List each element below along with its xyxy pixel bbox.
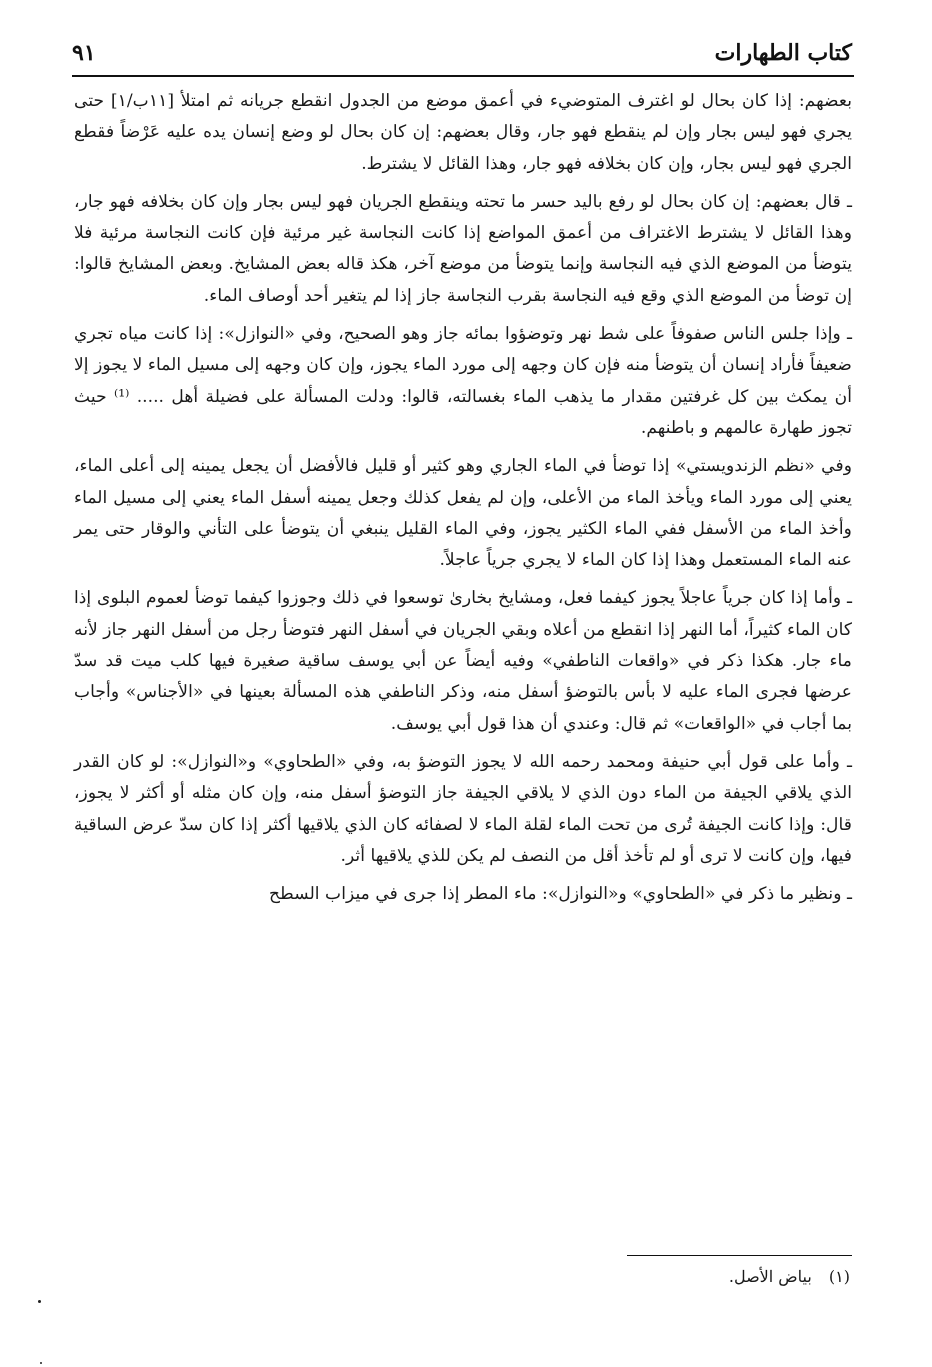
paragraph: ـ وأما إذا كان جرياً عاجلاً يجوز كيفما فعل، ومشايخ بخارىٰ توسعوا في ذلك وجوزوا كيفما توضأ لعموم البلوى إذا كان الماء كثيراً، أما النهر إذا انقطع من أعلاه وبقي الجريان في أسفل النهر فتوضأ رجل من أسفل النهر جاز لأنه ماء جار. هكذا ذكر في «واقعات الناطفي» وفيه أيضاً عن أبي يوسف ساقية صغيرة فيها كلب ميت قد سدّ عرضها فجرى الماء عليه لا بأس بالتوضؤ أسفل منه، وذكر الناطفي هذه المسألة بعينها في «الأجناس» وأجاب بما أجاب في «الواقعات» ثم قال: وعندي أن هذا قول أبي يوسف. [74, 588, 852, 734]
page-number: ٩١ [72, 40, 96, 66]
scan-speck [40, 1362, 42, 1364]
footnote-text: بياض الأصل. [728, 1267, 812, 1286]
page-header [72, 36, 852, 70]
paragraph: ـ وإذا جلس الناس صفوفاً على شط نهر وتوضؤوا بمائه جاز وهو الصحيح، وفي «النوازل»: إذا كانت مياه تجري ضعيفاً فأراد إنسان أن يتوضأ منه فإن كان وجهه إلى مورد الماء يجوز، وإن كان وجهه إلى مسيل الماء لا يجوز إلا أن يمكث بين كل غرفتين مقدار ما يذهب الماء بغسالته، قالوا: ودلت المسألة على فضيلة أهل ..... ⁽¹⁾ حيث تجوز طهارة عالمهم و باطنهم. [74, 324, 852, 438]
chapter-title: كتاب الطهارات [714, 40, 852, 66]
scan-speck [38, 1300, 41, 1303]
paragraph: ـ وأما على قول أبي حنيفة ومحمد رحمه الله لا يجوز التوضؤ به، وفي «الطحاوي» و«النوازل»: لو كان القدر الذي يلاقي الجيفة من الماء دون الذي لا يلاقي الجيفة جاز التوضؤ أسفل منه، وإن كان مثله أو أكثر لا يجوز، قال: وإذا كانت الجيفة تُرى من تحت الماء لقلة الماء لا لصفائه كان الذي يلاقيها أكثر إذا كان سدّ عرض الساقية فيها، وإن كانت لا ترى أو لم تأخذ أقل من النصف لم يكن للذي يلاقيها أثر. [74, 751, 852, 866]
paragraph: ـ ونظير ما ذكر في «الطحاوي» و«النوازل»: ماء المطر إذا جرى في ميزاب السطح [269, 884, 852, 905]
paragraph: بعضهم: إذا كان بحال لو اغترف المتوضيء في أعمق موضع من الجدول انقطع جريانه ثم امتلأ [١١ب/١] حتى يجري فهو ليس بجار وإن لم ينقطع فهو جار، وقال بعضهم: إن كان بحال لو وضع إنسان يده عليه عَرْضاً فقطع الجري فهو ليس بجار، وإن كان بخلافه فهو جار، وهذا القائل لا يشترط. [74, 91, 852, 174]
paragraph: ـ قال بعضهم: إن كان بحال لو رفع باليد حسر ما تحته وينقطع الجريان فهو ليس بجار وإن كان بخلافه فهو جار، وهذا القائل لا يشترط الاغتراف من أعمق المواضع إذا كانت النجاسة غير مرئية فإن كانت النجاسة مرئية فلا يتوضأ من الموضع الذي فيه النجاسة وإنما يتوضأ من موضع آخر، هكذ قاله بعض المشايخ. وبعض المشايخ قالوا: إن توضأ من الموضع الذي وقع فيه النجاسة بقرب النجاسة جاز إذا لم يتغير أحد أوصاف الماء. [74, 191, 852, 306]
header-divider [72, 75, 854, 77]
footnote-divider [627, 1255, 852, 1256]
main-text [74, 86, 852, 917]
footnote-marker: (١) [828, 1267, 850, 1286]
footnote [450, 1264, 850, 1290]
paragraph: وفي «نظم الزندويستي» إذا توضأ في الماء الجاري وهو كثير أو قليل فالأفضل أن يجعل يمينه إلى أعلى الماء، يعني إلى مورد الماء ويأخذ الماء من الأعلى، وإن لم يفعل كذلك وجعل يمينه أسفل الماء يعني إلى مسيل الماء وأخذ الماء من الأسفل ففي الماء الكثير يجوز، وفي الماء القليل ينبغي أن يتوضأ على التأني والوقار حتى يمر عنه الماء المستعمل وهذا إذا كان الماء لا يجري جرياً عاجلاً. [74, 456, 852, 571]
